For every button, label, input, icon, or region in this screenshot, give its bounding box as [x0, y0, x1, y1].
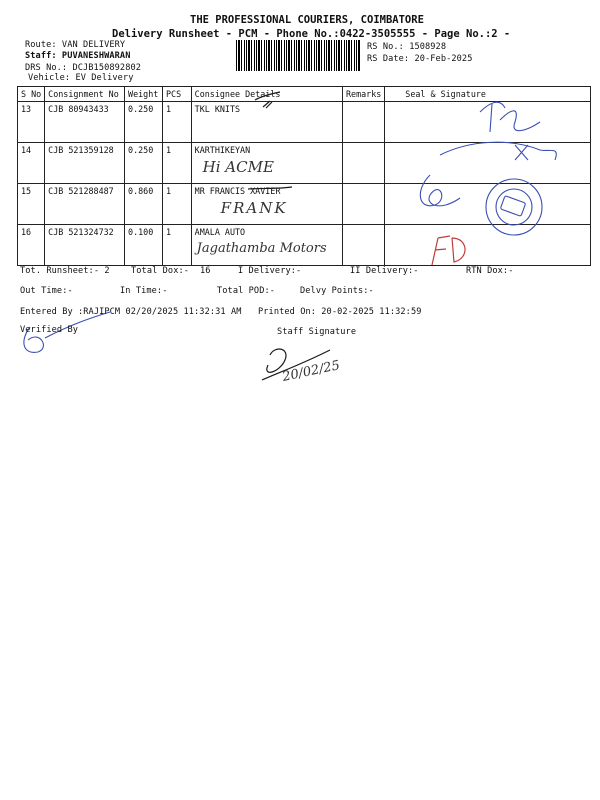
i-delivery-label: I Delivery:-	[238, 266, 302, 276]
company-stamp-icon	[500, 196, 525, 217]
cell-consignment: CJB 521288487	[45, 184, 125, 225]
underline-stroke-icon	[248, 187, 292, 189]
ii-delivery-label: II Delivery:-	[350, 266, 419, 276]
handwritten-consignee-note: Hi ACME	[202, 158, 274, 176]
cell-pcs: 1	[163, 225, 192, 266]
cell-sno: 14	[18, 143, 45, 184]
cell-weight: 0.100	[125, 225, 163, 266]
col-header-weight: Weight	[125, 87, 163, 102]
cell-sno: 15	[18, 184, 45, 225]
out-time-label: Out Time:-	[20, 286, 73, 296]
total-dox-label: Total Dox:-	[131, 266, 190, 276]
cell-consignment: CJB 80943433	[45, 102, 125, 143]
cell-pcs: 1	[163, 102, 192, 143]
consignee-name: AMALA AUTO	[194, 227, 246, 237]
total-pod-label: Total POD:-	[217, 286, 276, 296]
printed-on: Printed On: 20-02-2025 11:32:59	[258, 307, 422, 317]
staff-label: Staff: PUVANESHWARAN	[25, 51, 131, 61]
cell-consignment: CJB 521324732	[45, 225, 125, 266]
col-header-consignee: Consignee Details	[191, 87, 342, 102]
verified-by-label: Verified By	[20, 325, 79, 335]
col-header-consignment: Consignment No	[45, 87, 125, 102]
cell-pcs: 1	[163, 143, 192, 184]
signature-icon	[440, 142, 556, 160]
col-header-sno: S No	[18, 87, 45, 102]
runsheet-subtitle: Delivery Runsheet - PCM - Phone No.:0422-3505555 - Page No.:2 -	[112, 28, 511, 40]
rs-number: RS No.: 1508928	[367, 42, 447, 52]
cell-consignment: CJB 521359128	[45, 143, 125, 184]
route-label: Route: VAN DELIVERY	[25, 40, 126, 50]
staff-signature-label: Staff Signature	[277, 327, 357, 337]
company-title: THE PROFESSIONAL COURIERS, COIMBATORE	[190, 14, 424, 26]
cell-pcs: 1	[163, 184, 192, 225]
handwritten-consignee-note: FRANK	[220, 199, 288, 217]
signature-icon	[420, 175, 460, 206]
in-time-label: In Time:-	[120, 286, 168, 296]
rtn-dox-label: RTN Dox:-	[466, 266, 514, 276]
handwritten-date: 20/02/25	[281, 358, 342, 385]
tot-runsheet: Tot. Runsheet:- 2	[20, 266, 110, 276]
cell-consignee: TKL KNITS	[191, 102, 342, 143]
col-header-seal-signature: Seal & Signature	[385, 87, 591, 102]
delvy-points-label: Delvy Points:-	[300, 286, 374, 296]
signature-icon	[480, 102, 540, 132]
cell-weight: 0.250	[125, 102, 163, 143]
company-stamp-icon	[486, 179, 542, 235]
cell-weight: 0.250	[125, 143, 163, 184]
cell-weight: 0.860	[125, 184, 163, 225]
vehicle-label: Vehicle: EV Delivery	[28, 73, 134, 83]
entered-by: Entered By :RAJIPCM 02/20/2025 11:32:31 AM	[20, 307, 242, 317]
cell-sno: 16	[18, 225, 45, 266]
col-header-pcs: PCS	[163, 87, 192, 102]
total-dox-value: 16	[200, 266, 211, 276]
drs-number: DRS No.: DCJB150892802	[25, 63, 142, 73]
handwritten-consignee-note: Jagathamba Motors	[196, 241, 327, 256]
rs-date: RS Date: 20-Feb-2025	[367, 54, 473, 64]
cell-sno: 13	[18, 102, 45, 143]
consignee-name: KARTHIKEYAN	[194, 145, 251, 155]
red-initials-icon	[432, 236, 465, 265]
consignee-name: MR FRANCIS XAVIER	[194, 186, 281, 196]
signature-icon	[515, 145, 528, 160]
tick-mark-icon	[255, 92, 280, 100]
tick-mark-icon	[263, 101, 272, 108]
col-header-remarks: Remarks	[343, 87, 385, 102]
